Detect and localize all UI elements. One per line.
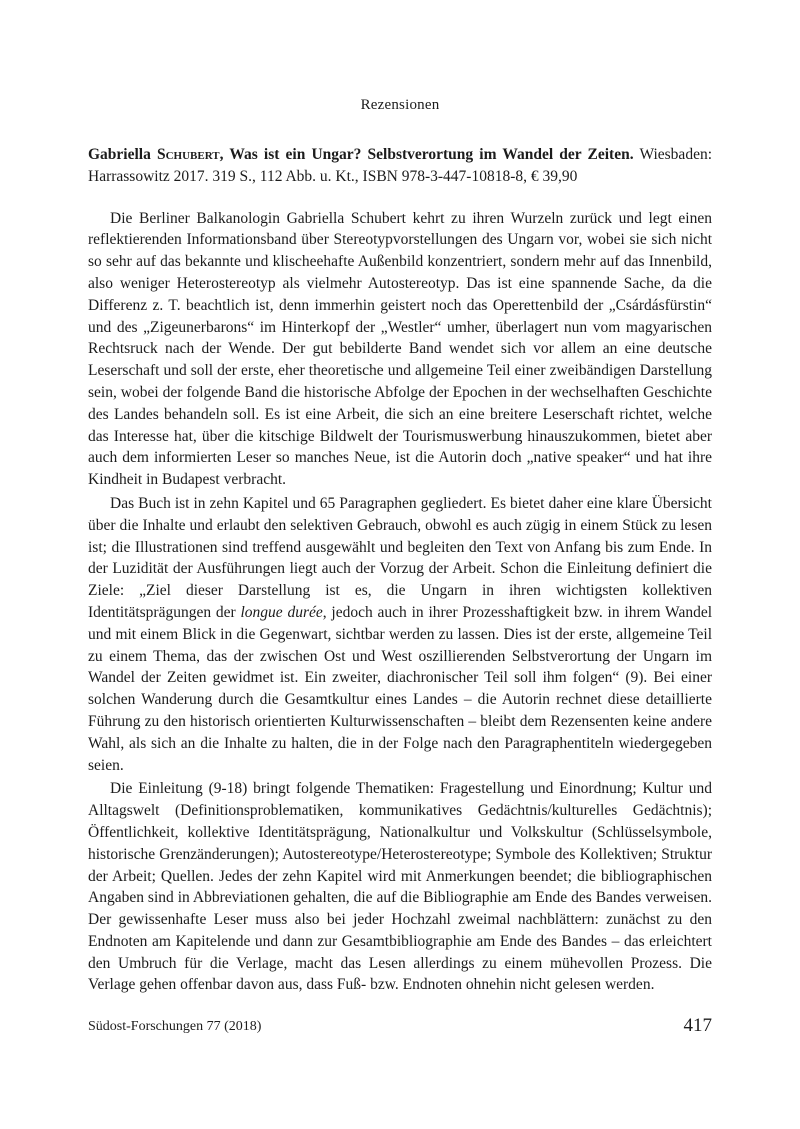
book-imprint: Wiesbaden: Harrassowitz 2017. 319 S., 112 Abb. u. Kt., ISBN 978-3-447-10818-8, € 39,90: [88, 146, 712, 185]
page-number: 417: [683, 1015, 712, 1036]
journal-citation: Südost-Forschungen 77 (2018): [88, 1019, 262, 1034]
paragraph-1: Die Berliner Balkanologin Gabriella Schubert kehrt zu ihren Wurzeln zurück und legt einen reflektierenden Informationsband über Stereotypvorstellungen des Ungarn vor, wobei sie sich nicht so sehr auf das bekannte und klischeehafte Außenbild konzentriert, sondern mehr auf das Innenbild, also weniger Heterostereotyp als vielmehr Autostereotyp. Das ist eine spannende Sache, da die Differenz z. T. beachtlich ist, denn immerhin geistert noch das Operettenbild der „Csárdásfürstin“ und des „Zigeunerbarons“ im Hinterkopf der „Westler“ umher, überlagert nun vom magyarischen Rechtsruck nach der Wende. Der gut bebilderte Band wendet sich vor allem an eine deutsche Leserschaft und soll der erste, eher theoretische und allgemeine Teil einer zweibändigen Darstellung sein, wobei der folgende Band die historische Abfolge der Epochen in der wechselhaften Geschichte des Landes behandeln soll. Es ist eine Arbeit, die sich an eine breitere Leserschaft richtet, welche das Interesse hat, über die kitschige Bildwelt der Tourismuswerbung hinauszukommen, bietet aber auch dem informierten Leser so manches Neue, ist die Autorin doch „native speaker“ und hat ihre Kindheit in Budapest verbracht.: [88, 209, 712, 489]
reviewed-author-last: Schubert: [156, 146, 220, 163]
paragraph-3: Die Einleitung (9-18) bringt folgende Thematiken: Fragestellung und Einordnung; Kultur und Alltagswelt (Definitionsproblematiken, kommunikatives Gedächtnis/kulturelles Gedächtnis); Öffentlichkeit, kollektive Identitätsprägung, Nationalkultur und Volkskultur (Schlüsselsymbole, historische Grenzänderungen); Autostereotype/Heterostereotype; Symbole des Kollektiven; Struktur der Arbeit; Quellen. Jedes der zehn Kapitel wird mit Anmerkungen beendet; die bibliographischen Angaben sind in Abbreviationen gehalten, die auf die Bibliographie am Ende des Bandes verweisen. Der gewissenhafte Leser muss also bei jeder Hochzahl zweimal nachblättern: zunächst zu den Endnoten am Kapitelende und dann zur Gesamtbibliographie am Ende des Bandes – das erleichtert den Umbruch für die Verlage, macht das Lesen allerdings zu einem mühevollen Prozess. Die Verlage gehen offenbar davon aus, dass Fuß- bzw. Endnoten ohnehin nicht gelesen werden.: [88, 780, 712, 994]
bibliographic-entry: [88, 144, 712, 188]
review-text: [88, 144, 712, 996]
reviewed-book-title: , Was ist ein Ungar? Selbstverortung im Wandel der Zeiten.: [219, 146, 634, 163]
paragraph-2-part-a: Das Buch ist in zehn Kapitel und 65 Paragraphen gegliedert. Es bietet daher eine klare Übersicht über die Inhalte und erlaubt den selektiven Gebrauch, obwohl es auch zügig in einem Stück zu lesen ist; die Illustrationen sind treffend ausgewählt und begleiten den Text von Anfang bis zum Ende. In der Luzidität der Ausführungen liegt auch der Vorzug der Arbeit. Schon die Einleitung definiert die Ziele: „Ziel dieser Darstellung ist es, die Ungarn in ihren wichtigsten kollektiven Identitätsprägungen der: [88, 494, 712, 621]
running-head: Rezensionen: [360, 97, 440, 113]
paragraph-2-part-b: , jedoch auch in ihrer Prozesshaftigkeit bzw. in ihrem Wandel und mit einem Blick in die Gegenwart, sichtbar werden zu lassen. Dies ist der erste, allgemeine Teil zu einem Thema, das der zwischen Ost und West oszillierenden Selbstverortung der Ungarn im Wandel der Zeiten gewidmet ist. Ein zweiter, diachronischer Teil soll ihm folgen“ (9). Bei einer solchen Wanderung durch die Gesamtkultur eines Landes – die Autorin rechnet diese detaillierte Führung zu den historisch orientierten Kulturwissenschaften – bleibt dem Rezensenten keine andere Wahl, als sich an die Inhalte zu halten, die in der Folge nach den Paragraphentiteln wiedergegeben seien.: [88, 603, 713, 774]
paragraph-2: [88, 493, 712, 776]
reviewed-author-first: Gabriella: [88, 146, 157, 163]
paragraph-2-italic: longue durée: [240, 603, 323, 621]
